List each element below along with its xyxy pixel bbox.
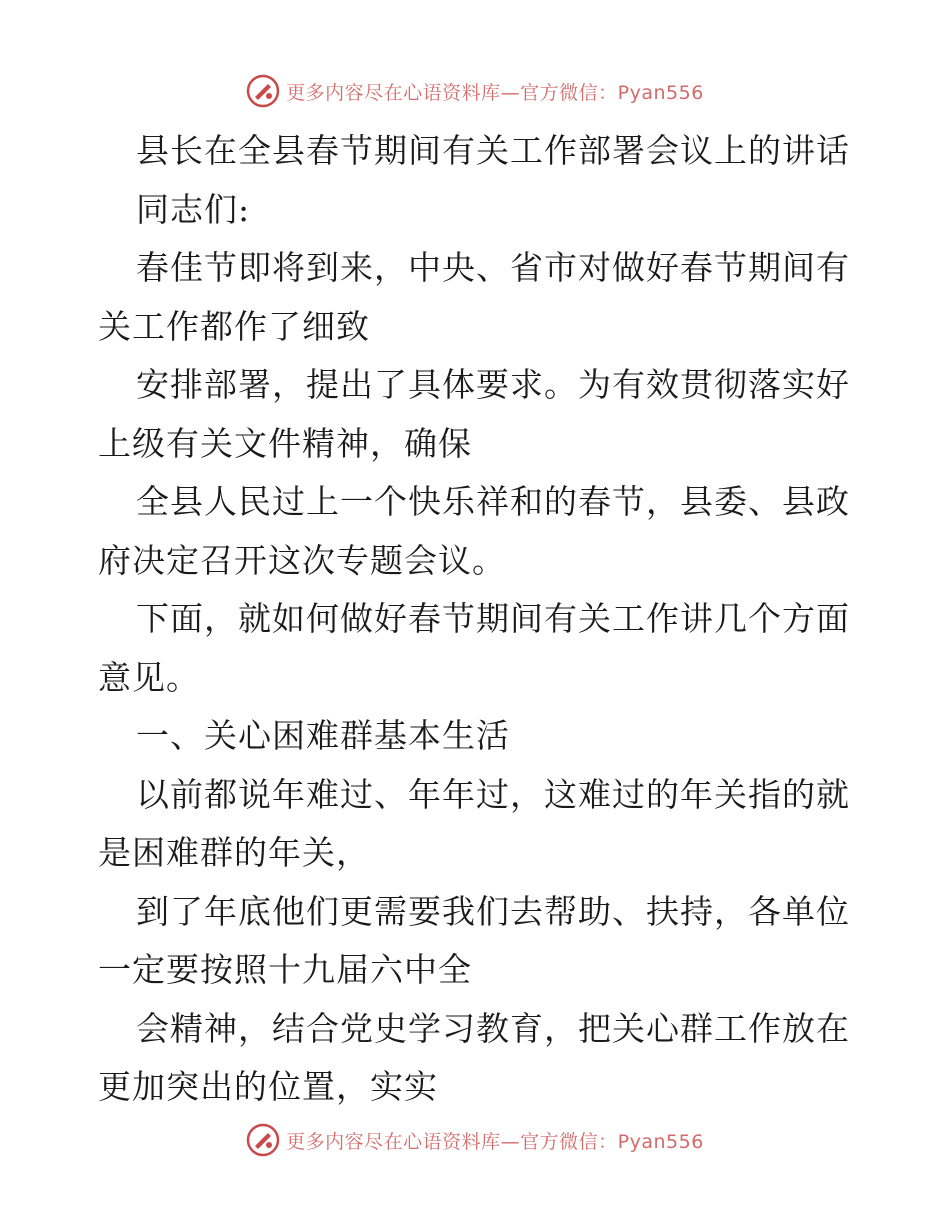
document-body [98,122,858,1117]
text-line: 府决定召开这次专题会议。 [98,540,506,580]
text-line: 全县人民过上一个快乐祥和的春节，县委、县政 [136,482,850,521]
text-line: 关工作都作了细致 [98,306,370,346]
watermark-text: 更多内容尽在心语资料库—官方微信：Pyan556 [286,81,704,104]
text-line: 春佳节即将到来，中央、省市对做好春节期间有 [136,248,850,287]
text-line: 一定要按照十九届六中全 [98,950,472,989]
text-line: 下面，就如何做好春节期间有关工作讲几个方面 [136,599,850,638]
watermark-text: 更多内容尽在心语资料库—官方微信：Pyan556 [286,1130,704,1153]
footer-watermark [0,1120,950,1160]
section-heading: 一、关心困难群基本生活 [136,716,510,755]
text-line: 到了年底他们更需要我们去帮助、扶持，各单位 [136,891,850,931]
text-line: 以前都说年难过、年年过，这难过的年关指的就 [136,774,850,814]
text-line: 是困难群的年关， [98,833,370,872]
text-line: 安排部署，提出了具体要求。为有效贯彻落实好 [136,365,850,404]
text-line: 县长在全县春节期间有关工作部署会议上的讲话 [136,131,850,170]
brand-logo-icon [246,1123,280,1157]
text-line: 更加突出的位置，实实 [98,1067,438,1106]
brand-logo-icon [246,74,280,108]
text-line: 会精神，结合党史学习教育，把关心群工作放在 [136,1008,850,1048]
text-line: 意见。 [98,657,200,697]
header-watermark [0,71,950,111]
text-line: 同志们: [136,189,251,229]
text-line: 上级有关文件精神，确保 [98,423,472,463]
